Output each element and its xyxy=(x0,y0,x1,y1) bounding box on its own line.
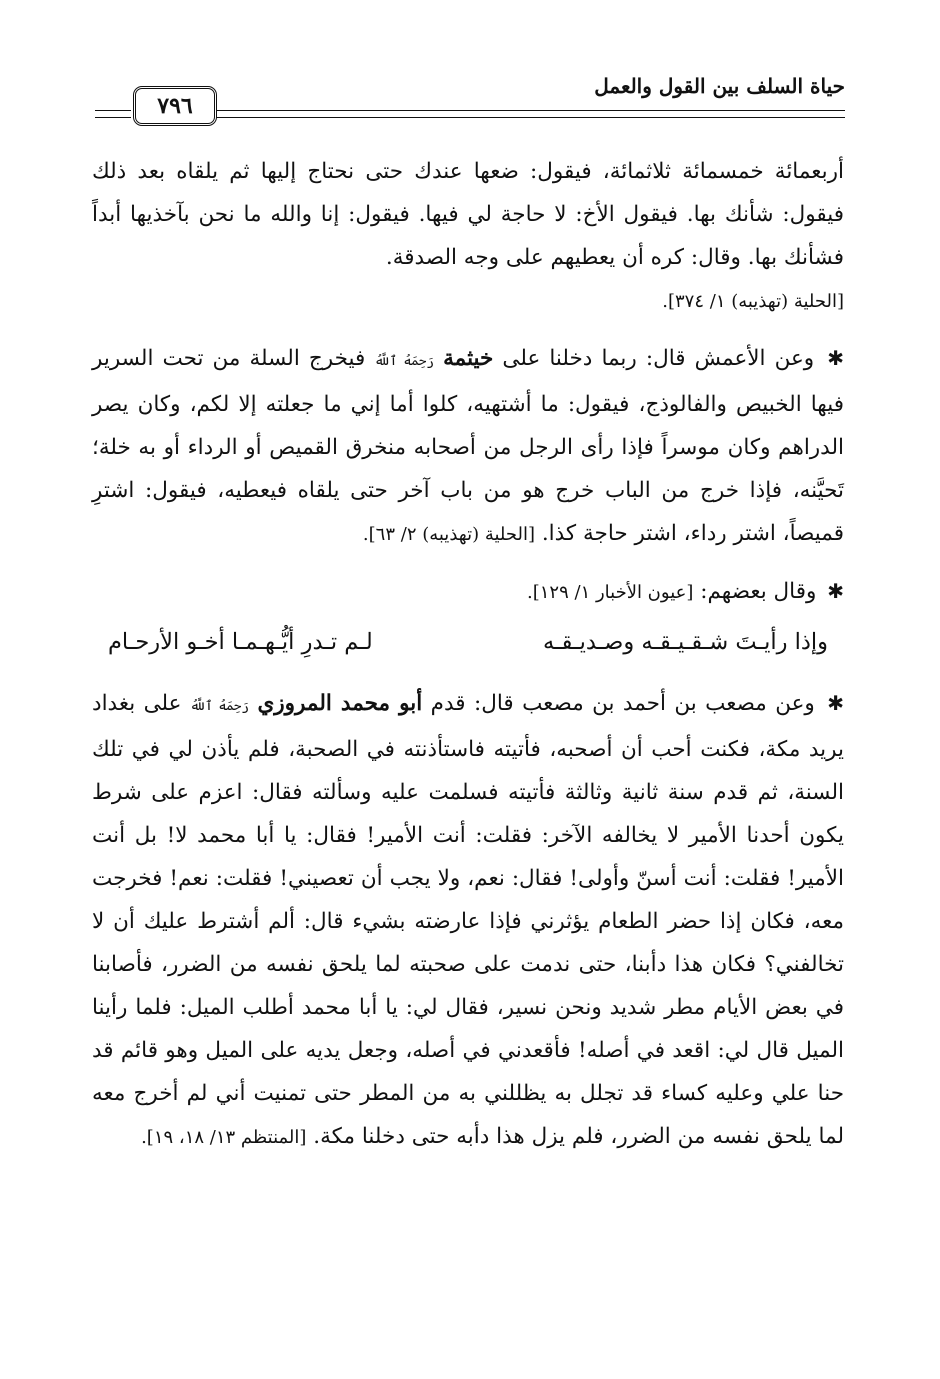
star-bullet-icon: ✱ xyxy=(827,579,844,603)
paragraph-3 xyxy=(92,570,844,614)
citation: [الحلية (تهذيبه) ٢/ ٦٣]. xyxy=(362,524,535,545)
page-number: ٧٩٦ xyxy=(157,93,193,119)
person-name: أبو محمد المروزي xyxy=(257,691,423,716)
verse-first-hemistich: وإذا رأيـتَ شـقـيـقـه وصـديـقـه xyxy=(542,629,828,655)
paragraph-intro: وعن الأعمش قال: ربما دخلنا على xyxy=(502,346,815,371)
paragraph-text: وقال بعضهم: xyxy=(700,579,817,604)
star-bullet-icon: ✱ xyxy=(827,691,844,715)
paragraph-text: أربعمائة خمسمائة ثلاثمائة، فيقول: ضعها عندك حتى نحتاج إليها ثم يلقاه بعد ذلك فيقول: شأنك بها. فيقول الأخ: لا حاجة لي فيها. فيقول: إنا والله ما نحن بآخذيها أبداً فشأنك بها. وقال: كره أن يعطيهم على وجه الصدقة. xyxy=(92,159,844,270)
header-double-rule xyxy=(215,110,845,118)
paragraph-2 xyxy=(92,337,844,556)
paragraph-4 xyxy=(92,682,844,1159)
citation: [الحلية (تهذيبه) ١/ ٣٧٤]. xyxy=(662,291,844,312)
poetry-verse xyxy=(108,620,828,664)
page-body xyxy=(92,150,844,1159)
paragraph-1 xyxy=(92,150,844,323)
page-header xyxy=(95,70,845,130)
page-number-frame xyxy=(133,86,217,126)
header-double-rule-short xyxy=(95,110,131,118)
paragraph-text: فيخرج السلة من تحت السرير فيها الخبيص والفالوذج، فيقول: ما أشتهيه، كلوا أما إني ما جعلته إلا لكم، وكان يصر الدراهم وكان موسراً فإذا رأى الرجل من أصحابه منخرق القميص أو الرداء أو به خلة؛ تَحيَّنه، فإذا خرج من الباب خرج هو من باب آخر حتى يلقاه فيعطيه، فيقول: اشترِ قميصاً، اشتر رداء، اشتر حاجة كذا. xyxy=(92,346,844,546)
person-name: خيثمة xyxy=(443,346,494,371)
verse-second-hemistich: لـم تـدرِ أيُّـهـمـا أخـو الأرحـام xyxy=(108,629,373,655)
paragraph-intro: وعن مصعب بن أحمد بن مصعب قال: قدم xyxy=(430,691,815,716)
honorific: رَحِمَهُ ٱللَّهُ xyxy=(189,699,249,714)
citation: [المنتظم ١٣/ ١٨، ١٩]. xyxy=(141,1127,307,1148)
running-title: حياة السلف بين القول والعمل xyxy=(594,74,845,98)
citation: [عيون الأخبار ١/ ١٢٩]. xyxy=(527,582,694,603)
paragraph-text: على بغداد يريد مكة، فكنت أحب أن أصحبه، فأتيته فاستأذنته في الصحبة، فلم يأذن لي في تلك السنة، ثم قدم سنة ثانية وثالثة فأتيته فسلمت عليه وسألته فقال: اعزم على شرط يكون أحدنا الأمير لا يخالفه الآخر: فقلت: أنت الأمير! فقال: يا أبا محمد لا! بل أنت الأمير! فقلت: أنت أسنّ وأولى! فقال: نعم، ولا يجب أن تعصيني! فقلت: نعم! فخرجت معه، فكان إذا حضر الطعام يؤثرني فإذا عارضته بشيء قال: ألم أشترط عليك أن لا تخالفني؟ فكان هذا دأبنا، حتى ندمت على صحبته لما يلحق نفسه من الضرر، فأصابنا في بعض الأيام مطر شديد ونحن نسير، فقال لي: يا أبا محمد أطلب الميل: فلما رأينا الميل قال لي: اقعد في أصله! فأقعدني في أصله، وجعل يديه على الميل وهو قائم قد حنا علي وعليه كساء قد تجلل به يظللني به من المطر حتى تمنيت أني لم أخرج معه لما يلحق نفسه من الضرر، فلم يزل هذا دأبه حتى دخلنا مكة. xyxy=(92,691,844,1149)
honorific: رَحِمَهُ ٱللَّهُ xyxy=(374,354,435,369)
star-bullet-icon: ✱ xyxy=(827,346,845,370)
